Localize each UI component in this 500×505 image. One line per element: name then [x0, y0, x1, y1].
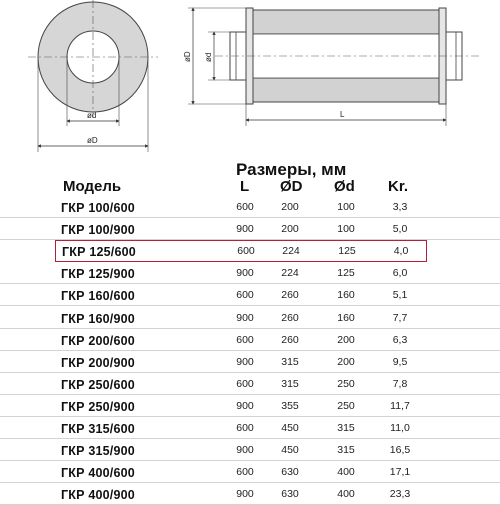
cell-outer-diameter: 260 [281, 311, 299, 324]
table-row [0, 483, 500, 505]
cell-inner-diameter: 125 [338, 245, 356, 258]
cell-length: 600 [236, 466, 254, 479]
silencer-body-top [253, 10, 439, 34]
cell-outer-diameter: 630 [281, 466, 299, 479]
cell-outer-diameter: 200 [281, 201, 299, 214]
front-view [183, 8, 480, 126]
table-row [0, 196, 500, 218]
cell-inner-diameter: 315 [337, 444, 355, 457]
table-row [0, 329, 500, 351]
cell-inner-diameter: 315 [337, 422, 355, 435]
cell-length: 900 [236, 488, 254, 501]
table-row [0, 417, 500, 439]
cell-length: 600 [237, 245, 255, 258]
cell-inner-diameter: 160 [337, 289, 355, 302]
cell-inner-diameter: 400 [337, 488, 355, 501]
table-title: Размеры, мм [236, 160, 347, 179]
cell-length: 900 [236, 267, 254, 280]
cell-model: ГКР 250/900 [61, 399, 135, 414]
cell-weight: 11,7 [390, 399, 410, 412]
cell-outer-diameter: 224 [282, 245, 300, 258]
cell-model: ГКР 125/600 [62, 245, 136, 260]
cell-weight: 5,1 [392, 289, 408, 302]
cell-length: 900 [236, 223, 254, 236]
cell-length: 600 [236, 333, 254, 346]
cell-model: ГКР 125/900 [61, 267, 135, 282]
cell-outer-diameter: 260 [281, 333, 299, 346]
cell-weight: 6,0 [392, 267, 408, 280]
silencer-body-bottom [253, 78, 439, 102]
cell-model: ГКР 200/900 [61, 355, 135, 370]
side-view [28, 0, 158, 152]
cell-outer-diameter: 260 [281, 289, 299, 302]
cell-outer-diameter: 200 [281, 223, 299, 236]
length-label: L [340, 110, 345, 119]
cell-weight: 6,3 [392, 333, 408, 346]
cell-inner-diameter: 160 [337, 311, 355, 324]
header-inner-diameter: Ød [334, 178, 355, 195]
technical-drawing [0, 0, 500, 160]
cell-inner-diameter: 125 [337, 267, 355, 280]
header-length: L [240, 178, 250, 195]
table-row [0, 373, 500, 395]
cell-weight: 17,1 [389, 466, 411, 479]
cell-weight: 7,7 [392, 311, 408, 324]
cell-outer-diameter: 224 [281, 267, 299, 280]
cell-length: 600 [236, 289, 254, 302]
table-row [0, 439, 500, 461]
cell-length: 900 [236, 311, 254, 324]
header-model: Модель [63, 178, 122, 195]
cell-inner-diameter: 200 [337, 355, 355, 368]
cell-length: 600 [236, 377, 254, 390]
cell-model: ГКР 400/900 [61, 488, 135, 503]
cell-model: ГКР 160/900 [61, 311, 135, 326]
cell-inner-diameter: 250 [337, 377, 355, 390]
header-weight: Kr. [388, 178, 409, 195]
cell-length: 900 [236, 355, 254, 368]
table-row [0, 262, 500, 284]
cell-inner-diameter: 100 [337, 201, 355, 214]
table-row [0, 395, 500, 417]
cell-outer-diameter: 315 [281, 355, 299, 368]
cell-inner-diameter: 200 [337, 333, 355, 346]
cell-weight: 3,3 [392, 201, 408, 214]
cell-outer-diameter: 450 [281, 444, 299, 457]
cell-weight: 5,0 [392, 223, 408, 236]
cell-inner-diameter: 250 [337, 399, 355, 412]
cell-outer-diameter: 355 [281, 399, 299, 412]
table-row [0, 306, 500, 328]
cell-length: 900 [236, 399, 254, 412]
cell-model: ГКР 100/600 [61, 201, 135, 216]
header-outer-diameter: ØD [280, 178, 303, 195]
side-inner-diameter-label: ød [87, 111, 97, 120]
cell-model: ГКР 160/600 [61, 289, 135, 304]
cell-outer-diameter: 630 [281, 488, 299, 501]
cell-model: ГКР 100/900 [61, 223, 135, 238]
cell-weight: 11,0 [390, 422, 410, 435]
cell-outer-diameter: 450 [281, 422, 299, 435]
cell-model: ГКР 315/900 [61, 444, 135, 459]
cell-outer-diameter: 315 [281, 377, 299, 390]
front-inner-diameter-label: ød [204, 52, 213, 62]
cell-model: ГКР 400/600 [61, 466, 135, 481]
cell-length: 600 [236, 201, 254, 214]
cell-length: 600 [236, 422, 254, 435]
cell-weight: 7,8 [392, 377, 408, 390]
cell-weight: 16,5 [389, 444, 411, 457]
cell-weight: 9,5 [392, 355, 408, 368]
table-row-highlighted [55, 240, 427, 262]
table-row [0, 461, 500, 483]
cell-length: 900 [236, 444, 254, 457]
cell-model: ГКР 250/600 [61, 377, 135, 392]
cell-model: ГКР 315/600 [61, 422, 135, 437]
side-outer-diameter-label: øD [87, 136, 98, 145]
cell-weight: 23,3 [389, 488, 411, 501]
cell-model: ГКР 200/600 [61, 333, 135, 348]
table-row [0, 218, 500, 240]
table-row [0, 351, 500, 373]
front-outer-diameter-label: øD [183, 51, 192, 62]
table-row [0, 284, 500, 306]
cell-inner-diameter: 400 [337, 466, 355, 479]
cell-weight: 4,0 [393, 245, 409, 258]
dimensions-table [0, 196, 500, 505]
cell-inner-diameter: 100 [337, 223, 355, 236]
